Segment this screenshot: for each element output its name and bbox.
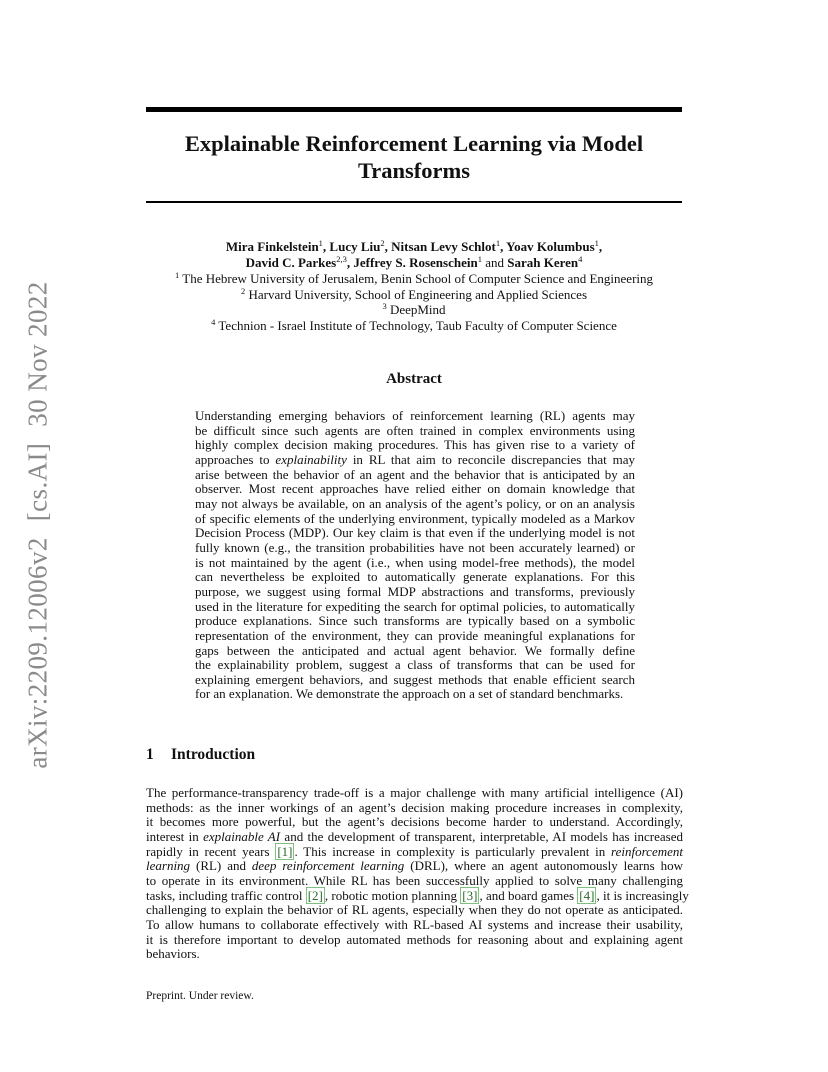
- citation-link[interactable]: [3]: [462, 887, 478, 903]
- intro-text: rapidly in recent years: [146, 843, 276, 859]
- footer-note: Preprint. Under review.: [146, 990, 254, 1002]
- intro-line: The performance-transparency trade-off is a major challenge with many artificial intelligence (AI): [146, 785, 683, 800]
- abstract-line: highly complex decision making procedures. This has given rise to a variety of: [195, 437, 635, 453]
- section-title: Introduction: [171, 746, 256, 763]
- author-name: Lucy Liu: [329, 239, 381, 254]
- section-heading: [146, 746, 255, 764]
- author-name: David C. Parkes: [245, 255, 337, 270]
- abstract-line: gaps between the anticipated and actual agent behavior. We formally define: [195, 642, 635, 658]
- author-affil-mark: 1: [594, 238, 599, 248]
- intro-emphasis: reinforcement: [611, 843, 683, 859]
- abstract-line: of specific elements of the underlying environment, typically modeled as a Markov: [195, 510, 635, 526]
- affiliation-number: 3: [382, 301, 387, 312]
- paper-title: [146, 130, 682, 184]
- intro-text: , and board games: [479, 887, 578, 903]
- intro-text: . This increase in complexity is particularly prevalent in: [294, 843, 612, 859]
- abstract-line: the explainability problem, suggest a class of transforms that can be used for: [195, 657, 635, 673]
- abstract-line: Decision Process (MDP). Our key claim is that even if the underlying model is not: [195, 525, 635, 541]
- affiliation-text: The Hebrew University of Jerusalem, Benin School of Computer Science and Engineering: [182, 271, 654, 286]
- abstract-line: purpose, we suggest using formal MDP abstractions and transforms, previously: [195, 583, 635, 599]
- intro-line: to operate in its environment. While RL has been successfully applied to solve many challenging: [146, 872, 683, 888]
- intro-line: challenging to explain the behavior of RL agents, especially when they do not operate as anticipated.: [146, 902, 683, 918]
- arxiv-id: arXiv:2209.12006v2: [22, 537, 53, 769]
- intro-line: behaviors.: [146, 946, 200, 962]
- intro-emphasis: explainable AI: [203, 828, 281, 844]
- arxiv-category: [cs.AI]: [22, 442, 53, 522]
- author-name: Sarah Keren: [507, 255, 579, 270]
- abstract-line: fully known (e.g., the transition probabilities have not been accurately learned) or: [195, 539, 635, 555]
- intro-body: [146, 785, 689, 962]
- author-list: [146, 239, 682, 271]
- abstract-line: be difficult since such agents are often trained in complex environments using: [195, 422, 635, 438]
- abstract-line: is not maintained by the agent (i.e., when using model-free methods), the model: [195, 554, 635, 570]
- abstract-text: in RL that aim to reconcile discrepancies that may: [346, 451, 635, 467]
- abstract-line: observer. Most recent approaches have relied either on domain knowledge that: [195, 481, 635, 497]
- author-line: Mira Finkelstein$^1$, Lucy Liu$^2$, Nitsan Levy Schlot$^1$, Yoav Kolumbus$^1$,: [225, 238, 603, 254]
- arxiv-stamp: [23, 281, 54, 768]
- author-affil-mark: 4: [578, 254, 583, 264]
- author-name: Nitsan Levy Schlot: [391, 239, 496, 254]
- abstract-heading: Abstract: [386, 371, 442, 387]
- affiliation-number: 2: [240, 285, 246, 296]
- abstract-text: approaches to: [195, 451, 276, 467]
- intro-text: (RL) and: [190, 858, 252, 874]
- author-name: Jeffrey S. Rosenschein: [353, 255, 478, 270]
- intro-text: tasks, including traffic control: [146, 887, 306, 903]
- intro-line: [146, 859, 683, 874]
- arxiv-date: 30 Nov 2022: [22, 281, 53, 427]
- intro-line: [146, 887, 689, 904]
- affiliation: [120, 271, 708, 287]
- intro-emphasis: learning: [146, 858, 191, 874]
- abstract-line: may not always be available, on an analysis of the agent’s policy, or on an analysis: [195, 495, 635, 511]
- affiliation-text: DeepMind: [389, 302, 446, 318]
- abstract-line: arise between the behavior of an agent and the behavior that is anticipated by an: [195, 466, 635, 482]
- intro-line: methods: as the inner workings of an agent’s decision making procedure increases in complexity,: [146, 799, 683, 815]
- author-affil-mark: 1: [318, 238, 323, 248]
- author-affil-mark: 1: [495, 238, 501, 248]
- citation-link[interactable]: [2]: [307, 887, 323, 903]
- affiliation-number: 4: [211, 316, 216, 327]
- intro-emphasis: deep reinforcement learning: [251, 858, 405, 874]
- abstract-line: used in the literature for expediting the search for optimal policies, to automatically: [195, 598, 635, 614]
- intro-text: (DRL), where an agent autonomously learns how: [404, 858, 683, 874]
- affiliation: [120, 302, 708, 318]
- intro-text: and the development of transparent, interpretable, AI models has increased: [280, 828, 683, 844]
- intro-line: it is therefore important to develop automated methods for reasoning about and explaining agent: [146, 931, 683, 947]
- affiliation: [120, 287, 708, 303]
- affiliation-list: [120, 271, 708, 333]
- intro-line: [146, 830, 683, 845]
- abstract-line: [195, 453, 635, 468]
- affiliation: [120, 318, 708, 334]
- abstract-line: representation of the environment, they can provide meaningful explanations for: [195, 627, 635, 643]
- author-line: David C. Parkes$^{2,3}$, Jeffrey S. Rosenschein$^1$ and Sarah Keren$^4$: [245, 254, 583, 270]
- abstract-line: can nevertheless be exploited to automatically generate explanations. For this: [195, 569, 635, 585]
- title-line: Transforms: [357, 158, 471, 183]
- author-affil-mark: 2: [380, 238, 385, 248]
- title-top-rule: [146, 107, 682, 112]
- abstract-line: produce explanations. Since such transforms are typically based on a symbolic: [195, 613, 635, 629]
- section-number: 1: [146, 746, 154, 763]
- affiliation-number: 1: [174, 270, 180, 280]
- citation-link[interactable]: [1]: [277, 843, 293, 859]
- author-affil-mark: 1: [477, 254, 482, 264]
- abstract-line: for an explanation. We demonstrate the approach on a set of standard benchmarks.: [195, 686, 624, 702]
- intro-line: To allow humans to collaborate effectively with RL-based AI systems and increase their usability,: [146, 916, 683, 932]
- author-conjunction: and: [485, 255, 504, 270]
- intro-text: , robotic motion planning: [324, 887, 461, 903]
- intro-text: , it is increasingly: [596, 887, 689, 903]
- intro-line: [146, 845, 683, 860]
- title-bottom-rule: [146, 201, 682, 203]
- citation-link[interactable]: [4]: [579, 887, 595, 903]
- abstract-line: explaining emergent behaviors, and suggest methods that enable efficient search: [195, 671, 635, 687]
- affiliation-text: Harvard University, School of Engineering and Applied Sciences: [248, 286, 587, 302]
- title-line: Explainable Reinforcement Learning via Model: [184, 131, 644, 156]
- intro-text: interest in: [146, 828, 204, 844]
- abstract-body: [195, 409, 635, 702]
- intro-line: it becomes more powerful, but the agent’s decisions become harder to understand. Accordingly,: [146, 814, 683, 830]
- author-affil-mark: 2,3: [336, 254, 347, 264]
- affiliation-text: Technion - Israel Institute of Technology, Taub Faculty of Computer Science: [218, 317, 617, 333]
- author-name: Yoav Kolumbus: [506, 239, 595, 254]
- abstract-line: Understanding emerging behaviors of reinforcement learning (RL) agents may: [195, 408, 635, 423]
- author-name: Mira Finkelstein: [225, 239, 319, 254]
- abstract-emphasis: explainability: [275, 451, 347, 467]
